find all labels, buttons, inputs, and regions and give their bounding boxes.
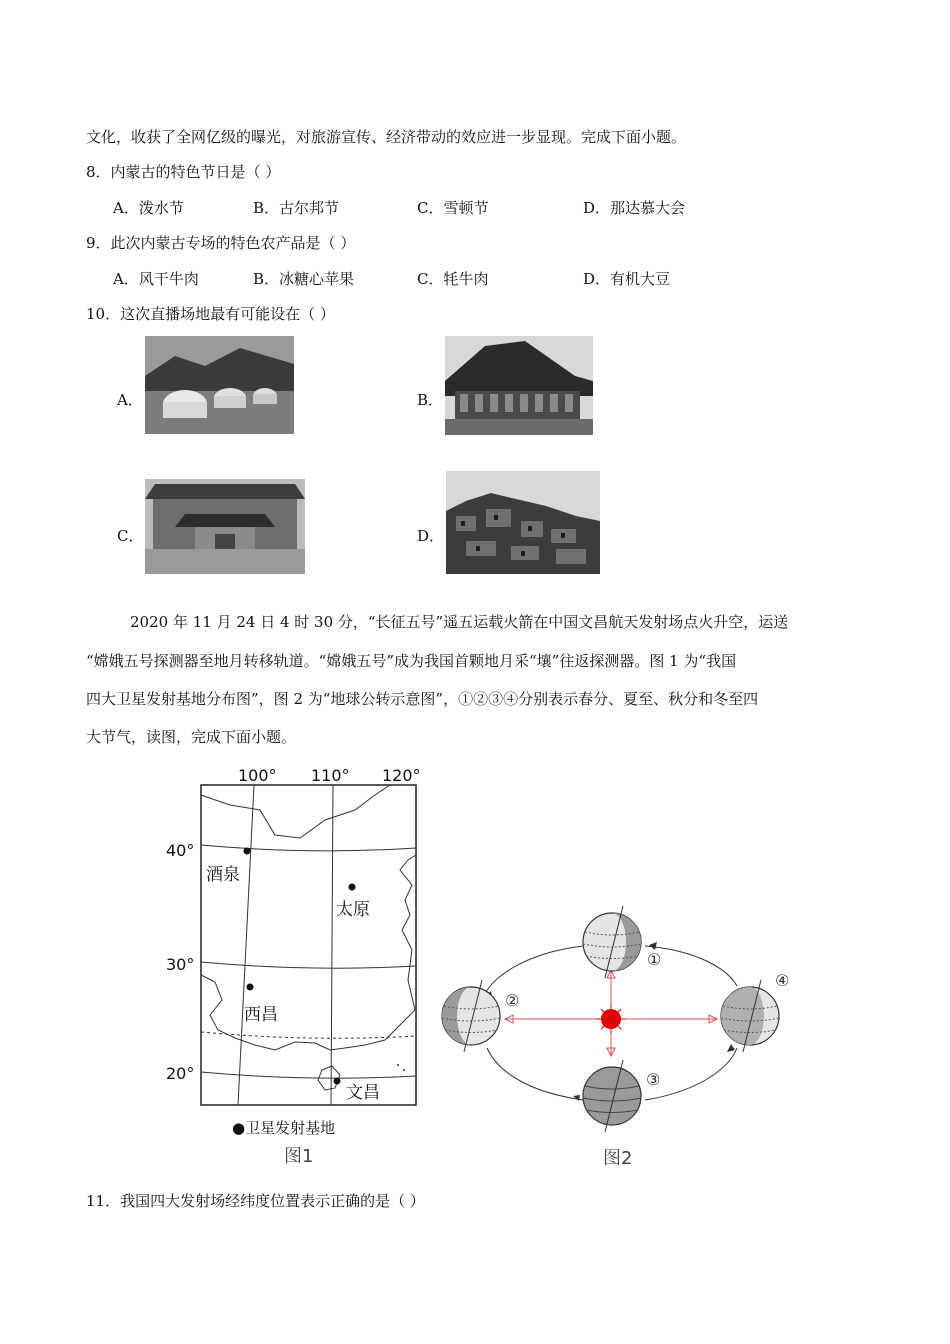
marker-4: ④: [775, 971, 790, 990]
intro-paragraph-tail: 文化，收获了全网亿级的曝光，对旅游宣传、经济带动的效应进一步显现。完成下面小题。: [86, 128, 687, 146]
adobe-village-photo: [446, 471, 600, 574]
question-9-option-a[interactable]: A．风干牛肉: [113, 270, 199, 288]
yurt-photo: [145, 336, 294, 434]
city-label-jiuquan: 酒泉: [206, 865, 240, 885]
question-10-option-b-label[interactable]: B．: [417, 391, 444, 409]
question-8-stem: 8．内蒙古的特色节日是（ ）: [86, 163, 281, 181]
figure-1-launch-sites-map: [160, 760, 430, 1170]
question-8-option-d[interactable]: D．那达慕大会: [583, 199, 686, 217]
lon-label-110: 110°: [311, 766, 350, 785]
question-11-stem: 11．我国四大发射场经纬度位置表示正确的是（ ）: [86, 1192, 425, 1210]
city-label-taiyuan: 太原: [336, 900, 370, 920]
question-10-stem: 10．这次直播场地最有可能设在（ ）: [86, 305, 335, 323]
figure-2-earth-revolution-diagram: [435, 898, 795, 1173]
lat-label-30: 30°: [166, 955, 195, 974]
stilt-house-photo: [445, 336, 593, 435]
lat-label-40: 40°: [166, 841, 195, 860]
figure-1-caption: 图1: [284, 1146, 314, 1167]
passage-line-4: 大节气，读图，完成下面小题。: [86, 728, 297, 746]
figure-2-caption: 图2: [603, 1148, 633, 1169]
question-10-option-d-label[interactable]: D．: [417, 527, 445, 545]
marker-1: ①: [647, 950, 662, 969]
passage-line-2: “嫦娥五号探测器至地月转移轨道。“嫦娥五号”成为我国首颗地月采“壤”往返探测器。图 1 为“我国: [86, 652, 737, 670]
question-10-option-a-label[interactable]: A．: [117, 391, 143, 409]
question-9-option-d[interactable]: D．有机大豆: [583, 270, 671, 288]
map-legend: ●卫星发射基地: [232, 1119, 336, 1137]
courtyard-house-photo: [145, 479, 305, 574]
lon-label-100: 100°: [238, 766, 277, 785]
city-label-xichang: 西昌: [244, 1005, 278, 1025]
lon-label-120: 120°: [382, 766, 421, 785]
passage-line-1: 2020 年 11 月 24 日 4 时 30 分，“长征五号”遥五运载火箭在中国文昌航天发射场点火升空，运送: [130, 613, 789, 631]
city-label-wenchang: 文昌: [346, 1083, 380, 1103]
question-10-option-c-label[interactable]: C．: [117, 527, 144, 545]
question-9-stem: 9．此次内蒙古专场的特色农产品是（ ）: [86, 234, 356, 252]
question-8-option-a[interactable]: A．泼水节: [113, 199, 184, 217]
question-9-option-b[interactable]: B．冰糖心苹果: [253, 270, 355, 288]
marker-2: ②: [505, 991, 520, 1010]
sun: [601, 1009, 621, 1029]
question-8-option-c[interactable]: C．雪顿节: [417, 199, 489, 217]
question-8-option-b[interactable]: B．古尔邦节: [253, 199, 340, 217]
question-9-option-c[interactable]: C．牦牛肉: [417, 270, 489, 288]
marker-3: ③: [646, 1070, 661, 1089]
passage-line-3: 四大卫星发射基地分布图”，图 2 为“地球公转示意图”，①②③④分别表示春分、夏至、秋分和冬至四: [86, 690, 759, 708]
lat-label-20: 20°: [166, 1064, 195, 1083]
